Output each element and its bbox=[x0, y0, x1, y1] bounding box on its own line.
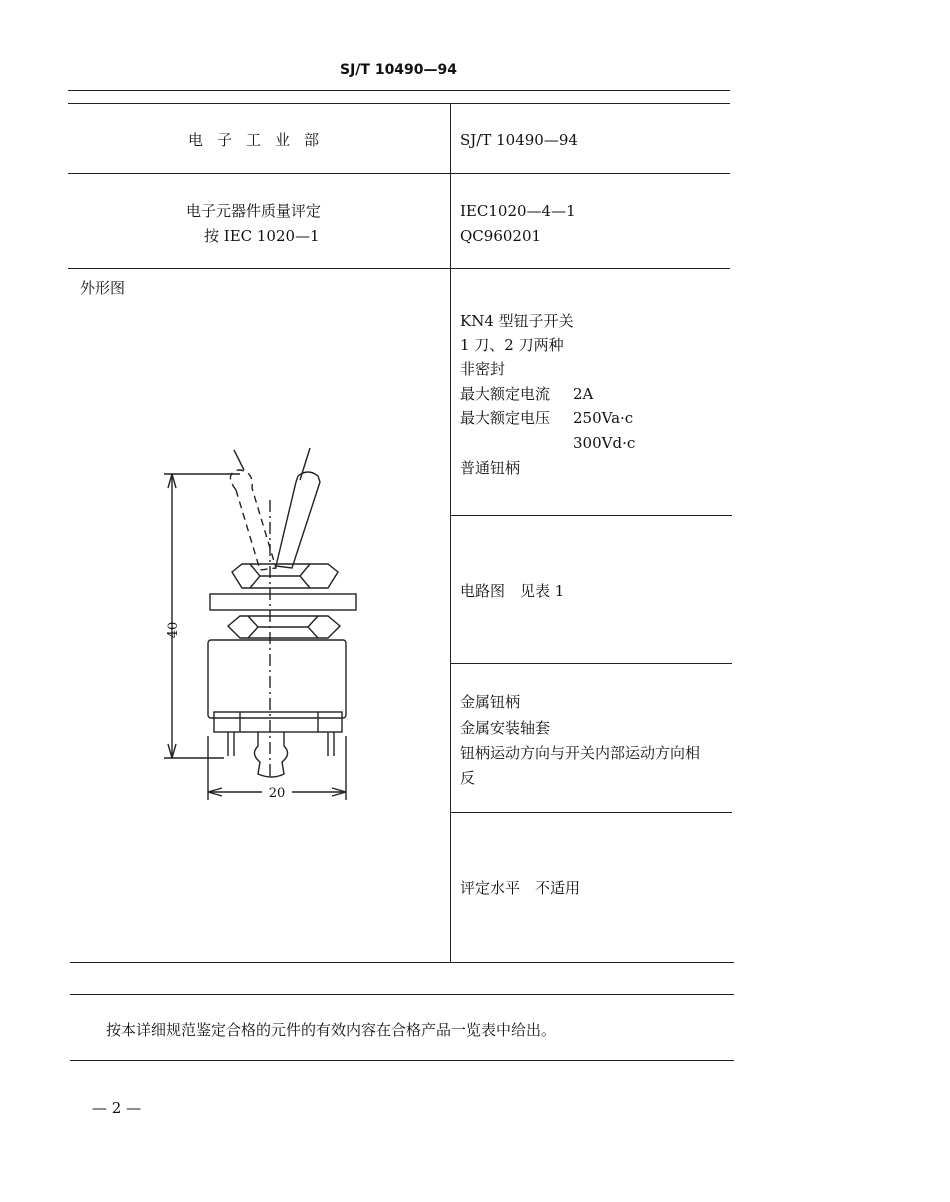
note-top-rule bbox=[70, 994, 734, 995]
assessment-level: 评定水平 不适用 bbox=[460, 879, 581, 897]
circuit-reference: 电路图 见表 1 bbox=[460, 582, 565, 600]
iec-reference: IEC1020—4—1 bbox=[460, 202, 576, 220]
handle-alternate-position bbox=[230, 470, 276, 570]
spec-type: KN4 型钮子开关 bbox=[460, 312, 574, 330]
top-rule-2 bbox=[68, 103, 730, 104]
switch-body bbox=[208, 640, 346, 718]
spec-handle: 普通钮柄 bbox=[460, 459, 521, 477]
spec-voltage-ac: 250Va·c bbox=[573, 409, 634, 427]
spec-current-label: 最大额定电流 bbox=[460, 385, 551, 403]
running-header: SJ/T 10490—94 bbox=[340, 62, 458, 78]
feature-2: 金属安装轴套 bbox=[460, 719, 551, 737]
assessment-line-1: 电子元器件质量评定 bbox=[186, 202, 322, 220]
page-number: — 2 — bbox=[92, 1099, 142, 1117]
right-rule-5 bbox=[450, 812, 732, 813]
right-rule-3 bbox=[450, 515, 732, 516]
outline-label: 外形图 bbox=[80, 279, 126, 297]
spec-voltage-dc: 300Vd·c bbox=[573, 434, 636, 452]
switch-outline-drawing bbox=[150, 440, 370, 810]
row-rule-1 bbox=[68, 173, 730, 174]
feature-4: 反 bbox=[460, 769, 476, 787]
panel-plate bbox=[210, 594, 356, 610]
switch-base bbox=[214, 712, 342, 732]
standard-number: SJ/T 10490—94 bbox=[460, 131, 578, 149]
top-rule bbox=[68, 90, 730, 91]
feature-3: 钮柄运动方向与开关内部运动方向相 bbox=[460, 744, 701, 762]
qc-reference: QC960201 bbox=[460, 227, 542, 245]
spec-current-value: 2A bbox=[573, 385, 594, 403]
right-rule-4 bbox=[450, 663, 732, 664]
spec-poles: 1 刀、2 刀两种 bbox=[460, 336, 564, 354]
dimension-width-label: 20 bbox=[268, 786, 286, 801]
row-rule-2 bbox=[68, 268, 730, 269]
feature-1: 金属钮柄 bbox=[460, 693, 521, 711]
table-bottom-rule bbox=[70, 962, 734, 963]
spec-sealing: 非密封 bbox=[460, 360, 506, 378]
ministry-name: 电子工业部 bbox=[188, 131, 334, 149]
centre-terminal bbox=[254, 732, 287, 777]
spec-voltage-label: 最大额定电压 bbox=[460, 409, 551, 427]
footer-note: 按本详细规范鉴定合格的元件的有效内容在合格产品一览表中给出。 bbox=[106, 1021, 557, 1039]
note-bottom-rule bbox=[70, 1060, 734, 1061]
column-divider bbox=[450, 103, 451, 962]
handle-solid bbox=[276, 472, 320, 568]
assessment-line-2: 按 IEC 1020—1 bbox=[204, 227, 320, 245]
dimension-height-label: 40 bbox=[166, 621, 181, 639]
